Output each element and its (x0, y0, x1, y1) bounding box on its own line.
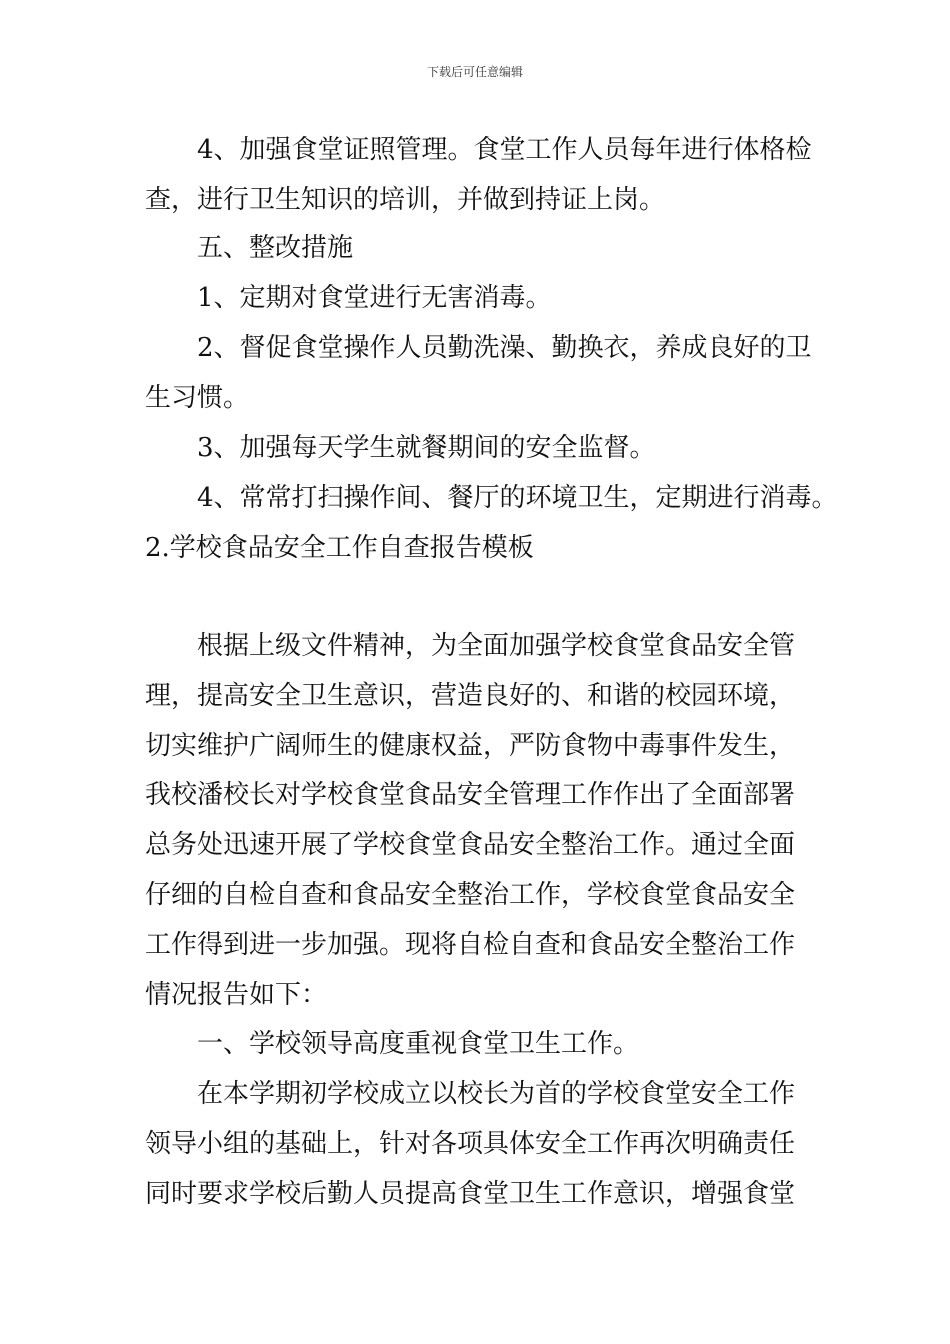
paragraph-line: 在本学期初学校成立以校长为首的学校食堂安全工作 (145, 1079, 796, 1109)
paragraph-line: 仔细的自检自查和食品安全整治工作，学校食堂食品安全 (145, 880, 796, 910)
paragraph-line: 工作得到进一步加强。现将自检自查和食品安全整治工作 (145, 930, 796, 960)
paragraph-line: 1、定期对食堂进行无害消毒。 (145, 283, 552, 313)
paragraph-line: 根据上级文件精神，为全面加强学校食堂食品安全管 (145, 631, 796, 661)
paragraph-line: 切实维护广阔师生的健康权益，严防食物中毒事件发生， (145, 731, 796, 761)
paragraph-line: 同时要求学校后勤人员提高食堂卫生工作意识，增强食堂 (145, 1179, 796, 1209)
paragraph-line: 总务处迅速开展了学校食堂食品安全整治工作。通过全面 (145, 830, 796, 860)
paragraph-line: 查，进行卫生知识的培训，并做到持证上岗。 (145, 185, 666, 215)
paragraph-line: 情况报告如下： (145, 980, 328, 1010)
page-header-note: 下载后可任意编辑 (426, 65, 523, 79)
paragraph-line: 3、加强每天学生就餐期间的安全监督。 (145, 433, 656, 463)
paragraph-line: 4、加强食堂证照管理。食堂工作人员每年进行体格检 (145, 135, 812, 165)
paragraph-line: 领导小组的基础上，针对各项具体安全工作再次明确责任 (145, 1129, 796, 1159)
section-heading: 一、学校领导高度重视食堂卫生工作。 (145, 1029, 640, 1059)
paragraph-line: 生习惯。 (145, 383, 250, 413)
document-title: 2.学校食品安全工作自查报告模板 (145, 533, 534, 563)
paragraph-line: 2、督促食堂操作人员勤洗澡、勤换衣，养成良好的卫 (145, 333, 812, 363)
paragraph-line: 4、常常打扫操作间、餐厅的环境卫生，定期进行消毒。 (145, 483, 838, 513)
paragraph-line: 理，提高安全卫生意识，营造良好的、和谐的校园环境， (145, 681, 796, 711)
section-heading: 五、整改措施 (145, 233, 354, 263)
paragraph-line: 我校潘校长对学校食堂食品安全管理工作作出了全面部署 (145, 780, 796, 810)
